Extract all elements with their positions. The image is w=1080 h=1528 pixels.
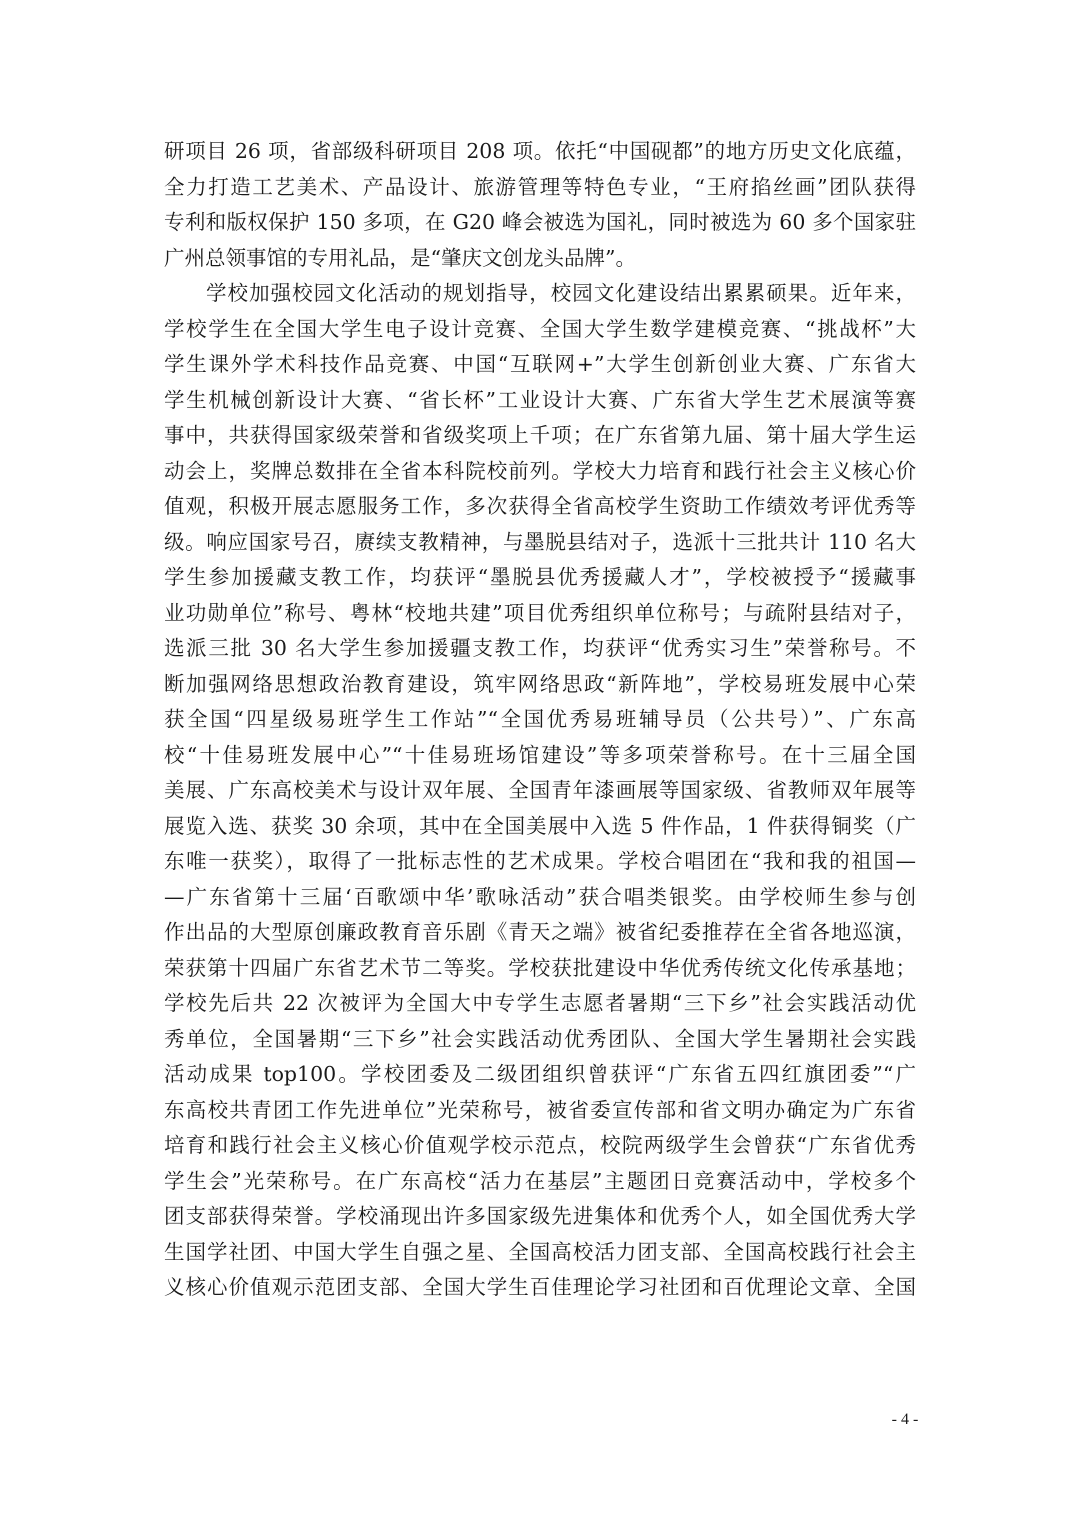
text-line: 全力打造工艺美术、产品设计、旅游管理等特色专业，“王府掐丝画”团队获得 — [164, 174, 916, 199]
text-line: 学生参加援藏支教工作，均获评“墨脱县优秀援藏人才”，学校被授予“援藏事 — [164, 565, 916, 589]
text-line: 断加强网络思想政治教育建设，筑牢网络思政“新阵地”，学校易班发展中心荣 — [164, 671, 916, 696]
text-line: —广东省第十三届‘百歌颂中华’歌咏活动”获合唱类银奖。由学校师生参与创 — [164, 884, 916, 909]
text-line: 事中，共获得国家级荣誉和省级奖项上千项；在广东省第九届、第十届大学生运 — [164, 423, 916, 447]
text-line: 学生机械创新设计大赛、“省长杯”工业设计大赛、广东省大学生艺术展演等赛 — [164, 387, 916, 412]
text-line: 义核心价值观示范团支部、全国大学生百佳理论学习社团和百优理论文章、全国 — [164, 1275, 916, 1299]
text-line: 生国学社团、中国大学生自强之星、全国高校活力团支部、全国高校践行社会主 — [164, 1239, 916, 1264]
text-line: 级。响应国家号召，赓续支教精神，与墨脱县结对子，选派十三批共计 110 名大 — [164, 529, 916, 554]
text-line: 学生会”光荣称号。在广东高校“活力在基层”主题团日竞赛活动中，学校多个 — [164, 1168, 916, 1193]
text-line: 学校先后共 22 次被评为全国大中专学生志愿者暑期“三下乡”社会实践活动优 — [164, 991, 916, 1015]
text-line: 活动成果 top100。学校团委及二级团组织曾获评“广东省五四红旗团委”“广 — [164, 1062, 916, 1086]
text-line: 业功勋单位”称号、粤林“校地共建”项目优秀组织单位称号；与疏附县结对子， — [164, 600, 916, 625]
text-line: 秀单位，全国暑期“三下乡”社会实践活动优秀团队、全国大学生暑期社会实践 — [164, 1026, 916, 1051]
text-line: 选派三批 30 名大学生参加援疆支教工作，均获评“优秀实习生”荣誉称号。不 — [164, 636, 916, 660]
body-text — [164, 134, 916, 1306]
text-line: 美展、广东高校美术与设计双年展、全国青年漆画展等国家级、省教师双年展等 — [164, 778, 916, 802]
text-line: 学校学生在全国大学生电子设计竞赛、全国大学生数学建模竞赛、“挑战杯”大 — [164, 316, 916, 341]
text-line: 团支部获得荣誉。学校涌现出许多国家级先进集体和优秀个人，如全国优秀大学 — [164, 1204, 916, 1228]
text-line: 广州总领事馆的专用礼品，是“肇庆文创龙头品牌”。 — [164, 245, 636, 270]
text-line: 动会上，奖牌总数排在全省本科院校前列。学校大力培育和践行社会主义核心价 — [164, 458, 916, 483]
text-line: 荣获第十四届广东省艺术节二等奖。学校获批建设中华优秀传统文化传承基地； — [164, 955, 916, 980]
page-number: - 4 - — [891, 1411, 919, 1428]
text-line: 培育和践行社会主义核心价值观学校示范点，校院两级学生会曾获“广东省优秀 — [164, 1133, 916, 1157]
paragraph-start-line: 学校加强校园文化活动的规划指导，校园文化建设结出累累硕果。近年来， — [206, 281, 916, 305]
text-line: 学生课外学术科技作品竞赛、中国“互联网+”大学生创新创业大赛、广东省大 — [164, 352, 916, 376]
text-line: 作出品的大型原创廉政教育音乐剧《青天之端》被省纪委推荐在全省各地巡演， — [164, 920, 916, 944]
text-line: 值观，积极开展志愿服务工作，多次获得全省高校学生资助工作绩效考评优秀等 — [164, 494, 916, 518]
text-line: 展览入选、获奖 30 余项，其中在全国美展中入选 5 件作品，1 件获得铜奖（广 — [164, 813, 916, 838]
text-line: 东高校共青团工作先进单位”光荣称号，被省委宣传部和省文明办确定为广东省 — [164, 1097, 916, 1122]
text-line: 获全国“四星级易班学生工作站”“全国优秀易班辅导员（公共号）”、广东高 — [164, 707, 916, 731]
text-line: 东唯一获奖），取得了一批标志性的艺术成果。学校合唱团在“我和我的祖国— — [164, 849, 916, 873]
text-line: 专利和版权保护 150 多项，在 G20 峰会被选为国礼，同时被选为 60 多个国家驻 — [164, 210, 916, 234]
text-line: 研项目 26 项，省部级科研项目 208 项。依托“中国砚都”的地方历史文化底蕴， — [164, 139, 916, 163]
text-line: 校“十佳易班发展中心”“十佳易班场馆建设”等多项荣誉称号。在十三届全国 — [164, 742, 916, 767]
